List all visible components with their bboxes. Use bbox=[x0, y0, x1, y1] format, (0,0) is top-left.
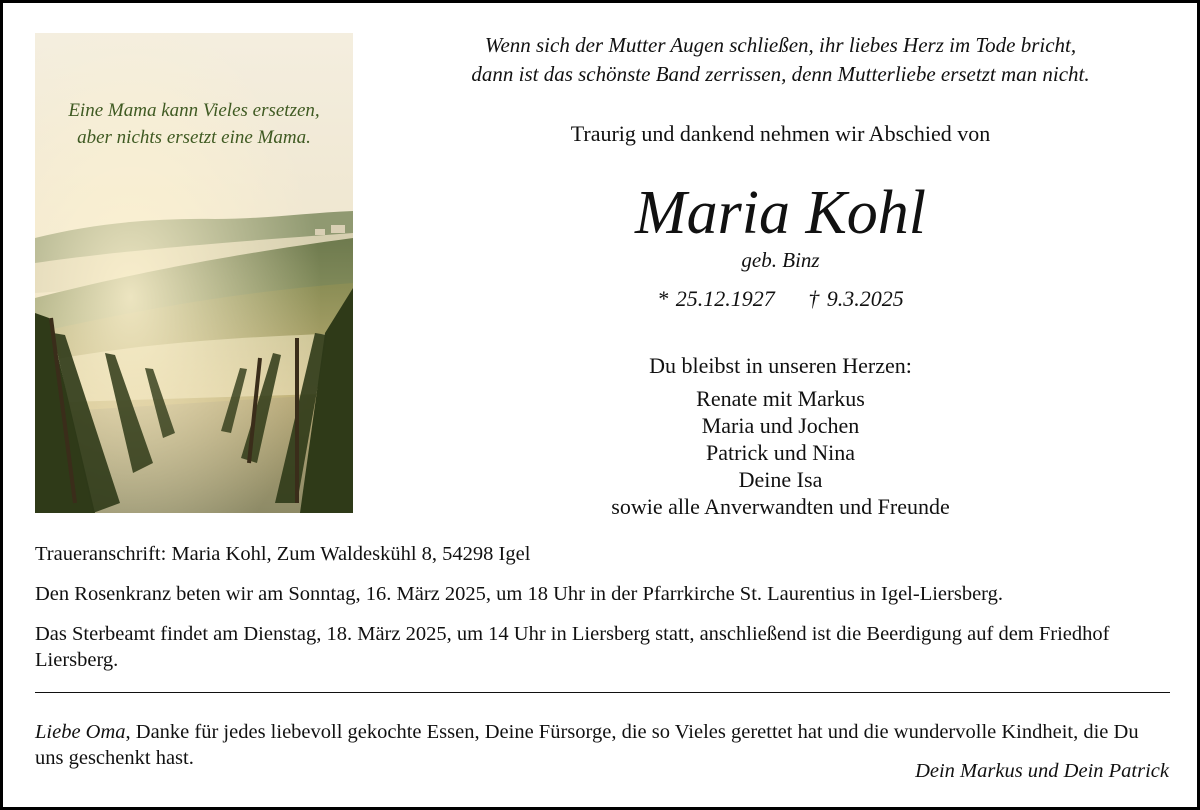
mourner-entry: sowie alle Anverwandten und Freunde bbox=[611, 494, 950, 519]
requiem-notice: Das Sterbeamt findet am Dienstag, 18. März 2025, um 14 Uhr in Liersberg statt, anschließend ist die Beerdigung auf dem Friedhof Liersberg. bbox=[35, 623, 1110, 671]
note-text: , Danke für jedes liebevoll gekochte Essen, Deine Fürsorge, die so Vieles gerettet hat und die wundervolle Kindheit, die Du uns geschenkt hast. bbox=[35, 721, 1139, 769]
vineyard-photo bbox=[35, 33, 353, 513]
mourner-entry: Renate mit Markus bbox=[696, 386, 865, 411]
photo-quote-line: Eine Mama kann Vieles ersetzen, bbox=[68, 100, 320, 121]
mourners-list bbox=[358, 385, 1200, 520]
mourners-heading: Du bleibst in unseren Herzen: bbox=[649, 353, 912, 378]
motto-verse bbox=[358, 31, 1200, 89]
deceased-name: Maria Kohl bbox=[634, 179, 927, 247]
mourner-entry: Patrick und Nina bbox=[705, 440, 856, 465]
mourner-entry: Maria und Jochen bbox=[701, 413, 860, 438]
note-lead: Liebe Oma bbox=[35, 721, 126, 743]
divider bbox=[35, 692, 1170, 693]
birth-date: * 25.12.1927 bbox=[657, 286, 775, 311]
photo-quote-line: aber nichts ersetzt eine Mama. bbox=[77, 127, 311, 148]
photo-quote bbox=[35, 97, 353, 151]
life-dates bbox=[358, 286, 1200, 312]
mourning-address: Traueranschrift: Maria Kohl, Zum Waldeskühl 8, 54298 Igel bbox=[35, 543, 531, 565]
death-date: † 9.3.2025 bbox=[808, 286, 904, 311]
farewell-intro: Traurig und dankend nehmen wir Abschied von bbox=[570, 121, 991, 146]
rosary-notice: Den Rosenkranz beten wir am Sonntag, 16. März 2025, um 18 Uhr in der Pfarrkirche St. Laurentius in Igel-Liersberg. bbox=[35, 583, 1003, 605]
motto-line: dann ist das schönste Band zerrissen, denn Mutterliebe ersetzt man nicht. bbox=[471, 62, 1090, 86]
maiden-name: geb. Binz bbox=[741, 248, 820, 272]
note-signature: Dein Markus und Dein Patrick bbox=[915, 760, 1169, 782]
motto-line: Wenn sich der Mutter Augen schließen, ihr liebes Herz im Tode bricht, bbox=[484, 33, 1077, 57]
mourner-entry: Deine Isa bbox=[738, 467, 823, 492]
